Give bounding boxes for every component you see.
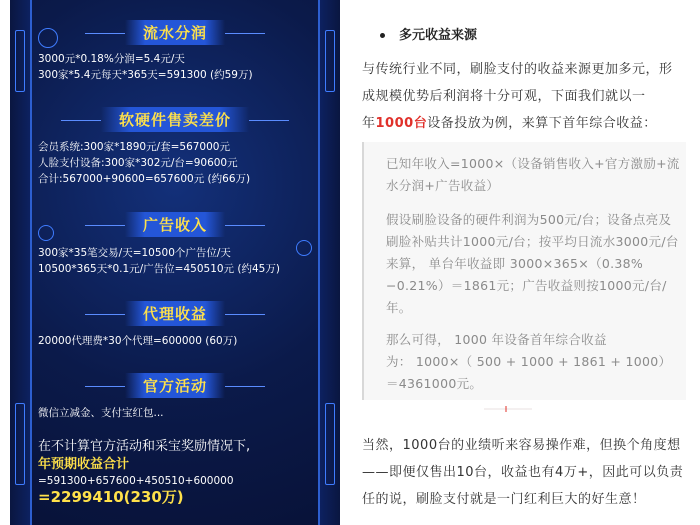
calculation-quote-block bbox=[362, 142, 686, 400]
poster-heading-agent-income: 代理收益 bbox=[125, 301, 225, 326]
poster-heading-official-events: 官方活动 bbox=[125, 373, 225, 398]
highlight-text: 1000台 bbox=[375, 116, 428, 131]
poster-line: 会员系统:300家*1890元/套=567000元 bbox=[38, 141, 230, 153]
quote-line: 年。 bbox=[386, 300, 412, 315]
section-heading bbox=[380, 24, 477, 43]
poster-line: 300家*35笔交易/天=10500个广告位/天 bbox=[38, 247, 231, 259]
quote-line: −0.21%）＝1861元；广告收益则按1000元/台/ bbox=[386, 278, 667, 293]
poster-line: 10500*365天*0.1元/广告位=450510元 (约45万) bbox=[38, 263, 280, 275]
summary-total: =2299410(230万) bbox=[38, 488, 184, 506]
poster-line: 人脸支付设备:300家*302元/台=90600元 bbox=[38, 157, 238, 169]
poster-frame-right bbox=[318, 0, 340, 525]
decor-circle bbox=[38, 225, 54, 241]
decor-circle bbox=[296, 240, 312, 256]
summary-formula: =591300+657600+450510+600000 bbox=[38, 475, 234, 487]
summary-title: 年预期收益合计 bbox=[38, 457, 130, 472]
poster-line: 20000代理费*30个代理=600000 (60万) bbox=[38, 335, 238, 347]
decor-divider-icon bbox=[484, 406, 532, 412]
quote-line: 已知年收入=1000×（设备销售收入+官方激励+流 bbox=[386, 156, 680, 171]
para-line: ——即便仅售出10台，收益也有4万+，因此可以负责 bbox=[362, 465, 684, 480]
poster-line: 微信立减金、支付宝红包... bbox=[38, 407, 164, 419]
article-body bbox=[352, 0, 692, 525]
poster-heading-flow-share: 流水分润 bbox=[125, 20, 225, 45]
poster-frame-left bbox=[10, 0, 32, 525]
para-line: 当然，1000台的业绩听来容易操作难，但换个角度想 bbox=[362, 438, 681, 453]
quote-line: ＝4361000元。 bbox=[386, 376, 483, 391]
quote-line: 那么可得， 1000 年设备首年综合收益 bbox=[386, 332, 607, 347]
para-text: 设备投放为例，来算下首年综合收益： bbox=[427, 116, 657, 131]
para-line: 成规模优势后利润将十分可观，下面我们就以一 bbox=[362, 89, 646, 104]
quote-line: 为： 1000×（ 500 + 1000 + 1861 + 1000） bbox=[386, 354, 672, 369]
para-line: 与传统行业不同，刷脸支付的收益来源更加多元，形 bbox=[362, 62, 673, 77]
quote-line: 来算， 单台年收益即 3000×365×（0.38% bbox=[386, 256, 644, 271]
summary-intro: 在不计算官方活动和采宝奖励情况下, bbox=[38, 439, 251, 454]
poster-line: 合计:567000+90600=657600元 (约66万) bbox=[38, 173, 251, 185]
closing-paragraph bbox=[362, 432, 684, 513]
quote-line: 水分润+广告收益） bbox=[386, 178, 500, 193]
income-poster-image bbox=[10, 0, 340, 525]
poster-heading-hardware-margin: 软硬件售卖差价 bbox=[101, 107, 249, 132]
para-line bbox=[362, 110, 684, 137]
poster-heading-ad-income: 广告收入 bbox=[125, 212, 225, 237]
para-text: 年 bbox=[362, 116, 376, 131]
intro-paragraph bbox=[362, 56, 684, 137]
poster-line: 300家*5.4元每天*365天=591300 (约59万) bbox=[38, 69, 253, 81]
section-heading-text: 多元收益来源 bbox=[399, 28, 478, 43]
decor-circle bbox=[38, 28, 58, 48]
quote-line: 假设刷脸设备的硬件利润为500元/台；设备点亮及 bbox=[386, 212, 672, 227]
para-line: 任的说，刷脸支付就是一门红利巨大的好生意！ bbox=[362, 492, 646, 507]
quote-line: 刷脸补贴共计1000元/台；按平均日流水3000元/台 bbox=[386, 234, 679, 249]
poster-line: 3000元*0.18%分润=5.4元/天 bbox=[38, 53, 185, 65]
bullet-dot-icon bbox=[380, 33, 385, 38]
